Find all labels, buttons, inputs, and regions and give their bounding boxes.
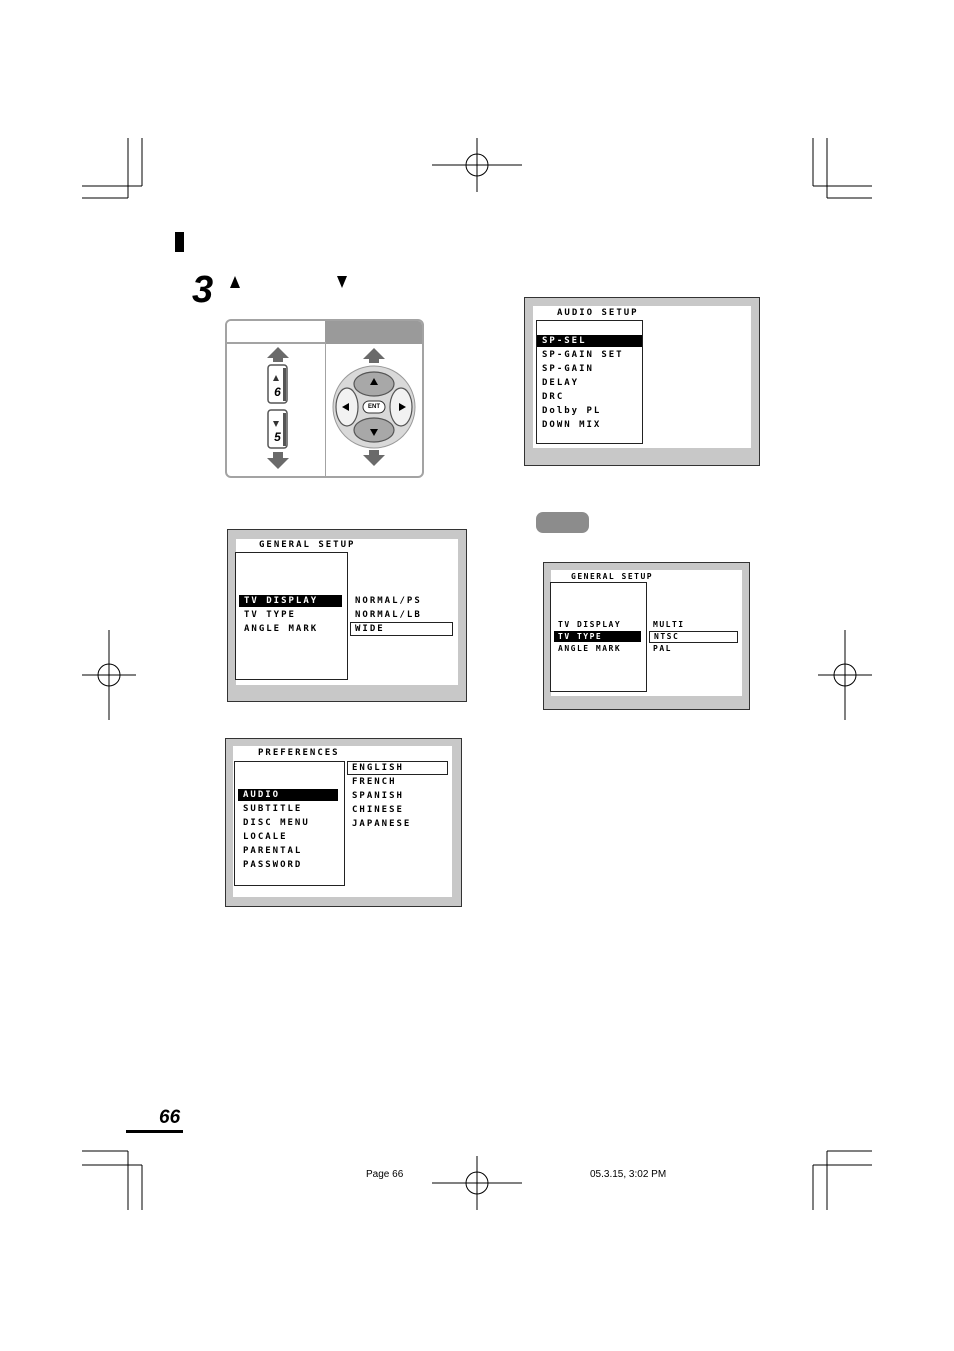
arrow-up-icon-right [363,348,385,363]
section-marker [175,232,184,252]
audio-setup-title: AUDIO SETUP [557,308,639,318]
enter-key-label: ENT [368,404,380,410]
menu-item-tv-type[interactable]: TV TYPE [554,631,641,642]
menu-item-sp-sel[interactable]: SP-SEL [537,335,642,347]
option-multi[interactable]: MULTI [653,620,685,629]
menu-item-angle-mark[interactable]: ANGLE MARK [558,644,622,653]
menu-item-angle-mark[interactable]: ANGLE MARK [244,624,319,634]
registration-mark-top [432,138,522,192]
registration-mark-right [818,630,872,720]
menu-item-subtitle[interactable]: SUBTITLE [243,804,303,814]
option-english[interactable]: ENGLISH [347,761,448,775]
preferences-screen [225,738,462,907]
menu-item-tv-display[interactable]: TV DISPLAY [558,620,622,629]
menu-item-down-mix[interactable]: DOWN MIX [542,420,602,430]
menu-item-dolby-pl[interactable]: Dolby PL [542,406,602,416]
general-setup-title: GENERAL SETUP [259,540,356,550]
general-setup-screen [227,529,467,702]
option-spanish[interactable]: SPANISH [352,791,404,801]
option-ntsc[interactable]: NTSC [649,631,738,643]
key-6-label: 6 [274,385,281,399]
menu-item-parental[interactable]: PARENTAL [243,846,303,856]
menu-item-sp-gain-set[interactable]: SP-GAIN SET [542,350,624,360]
remote-control-illustration [225,319,424,478]
general-setup-title-small: GENERAL SETUP [571,572,654,581]
arrow-up-icon [267,347,289,362]
footer-page-label: Page 66 [366,1169,404,1180]
option-pal[interactable]: PAL [653,644,672,653]
registration-mark-left [82,630,136,720]
note-badge [536,512,589,533]
option-wide[interactable]: WIDE [350,622,453,636]
page-number: 66 [159,1107,181,1128]
key-5-label: 5 [274,430,281,444]
arrow-down-icon [267,452,289,469]
step-number: 3 [192,269,214,311]
menu-item-audio[interactable]: AUDIO [238,789,338,801]
menu-item-drc[interactable]: DRC [542,392,565,402]
menu-item-tv-display[interactable]: TV DISPLAY [239,595,342,607]
menu-item-sp-gain[interactable]: SP-GAIN [542,364,594,374]
menu-item-delay[interactable]: DELAY [542,378,580,388]
audio-setup-screen [524,297,760,466]
page-number-rule [126,1130,183,1133]
menu-item-disc-menu[interactable]: DISC MENU [243,818,310,828]
option-chinese[interactable]: CHINESE [352,805,404,815]
footer-timestamp: 05.3.15, 3:02 PM [590,1169,667,1180]
menu-item-tv-type[interactable]: TV TYPE [244,610,296,620]
option-normal-ps[interactable]: NORMAL/PS [355,596,422,606]
down-triangle-icon [337,276,347,288]
arrow-down-icon-right [363,450,385,466]
registration-mark-bottom [432,1156,522,1210]
option-japanese[interactable]: JAPANESE [352,819,412,829]
up-triangle-icon [230,276,240,288]
menu-item-password[interactable]: PASSWORD [243,860,303,870]
option-normal-lb[interactable]: NORMAL/LB [355,610,422,620]
preferences-title: PREFERENCES [258,748,340,758]
menu-item-locale[interactable]: LOCALE [243,832,288,842]
general-setup-screen-tv-type [543,562,750,710]
option-french[interactable]: FRENCH [352,777,397,787]
